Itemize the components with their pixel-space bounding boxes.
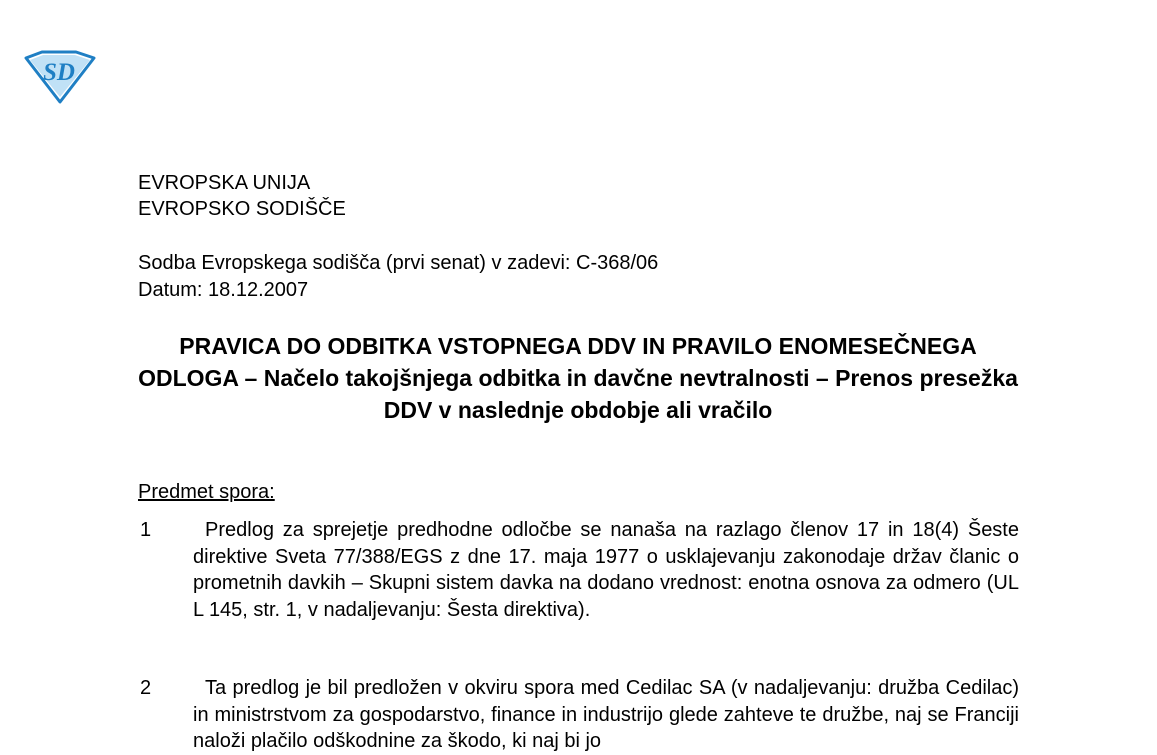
header-line-2: EVROPSKO SODIŠČE (138, 198, 346, 220)
paragraph-number: 1 (140, 519, 152, 541)
svg-text:SD: SD (43, 59, 75, 86)
document-title: PRAVICA DO ODBITKA VSTOPNEGA DDV IN PRAVILO ENOMESEČNEGA ODLOGA – Načelo takojšnjega odbitka in davčne nevtralnosti – Prenos presežka DDV v naslednje obdobje ali vračilo (138, 333, 1018, 423)
paragraph-text: Ta predlog je bil predložen v okviru spora med Cedilac SA (v nadaljevanju: družba Cedilac) in ministrstvom za gospodarstvo, finance in industrijo glede zahteve te družbe, naj se Franciji naloži plačilo odškodnine za škodo, ki naj bi jo (193, 677, 1019, 752)
case-line: Sodba Evropskega sodišča (prvi senat) v zadevi: C-368/06 (138, 252, 659, 274)
paragraph-number: 2 (140, 677, 152, 699)
section-label: Predmet spora: (138, 481, 275, 503)
paragraph-text: Predlog za sprejetje predhodne odločbe se nanaša na razlago členov 17 in 18(4) Šeste direktive Sveta 77/388/EGS z dne 17. maja 1977 o usklajevanju zakonodaje držav članic o prometnih davkih – Skupni sistem davka na dodano vrednost: enotna osnova za odmero (UL L 145, str. 1, v nadaljevanju: Šesta direktiva). (193, 519, 1019, 621)
company-logo (22, 50, 96, 104)
sd-logo-icon (22, 50, 96, 104)
header-line-1: EVROPSKA UNIJA (138, 172, 311, 194)
case-date: Datum: 18.12.2007 (138, 279, 309, 301)
paragraph-1 (138, 517, 1019, 623)
